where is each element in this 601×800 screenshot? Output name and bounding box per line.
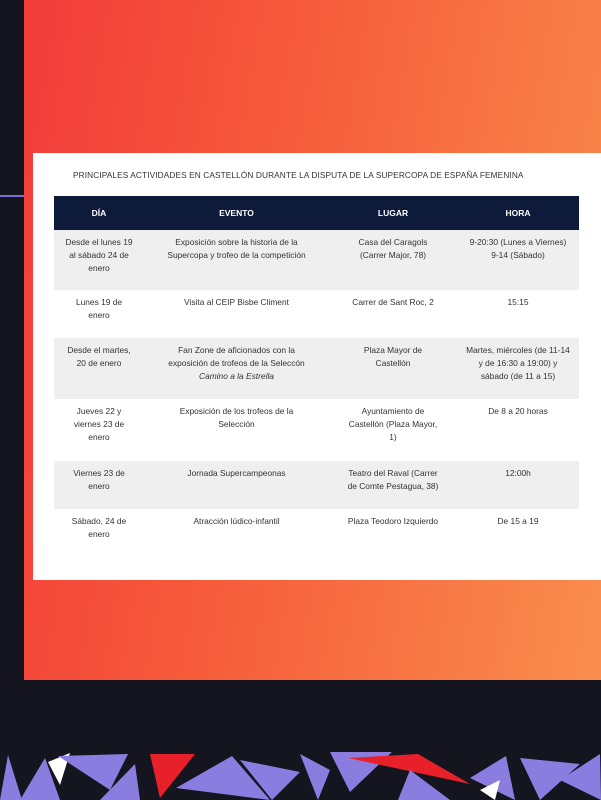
- activities-card: [33, 153, 601, 580]
- cell-hora: [457, 509, 579, 553]
- cell-line: enero: [88, 432, 110, 442]
- cell-line: Ayuntamiento de: [361, 406, 425, 416]
- cell-line: y de 16:30 a 19:00) y: [478, 358, 558, 368]
- cell-evento: [144, 290, 329, 338]
- table-body: [54, 230, 579, 553]
- cell-evento: [144, 461, 329, 509]
- cell-line: Martes, miércoles (de 11-14: [466, 345, 570, 355]
- table-row: [54, 461, 579, 509]
- cell-line: exposición de trofeos de la Seleccón: [168, 358, 305, 368]
- cell-line: sábado (de 11 a 15): [480, 371, 556, 381]
- cell-italic-line: Camino a la Estrella: [199, 371, 274, 381]
- header-hora: HORA: [457, 196, 579, 230]
- cell-line: Visita al CEIP Bisbe Climent: [184, 297, 289, 307]
- cell-line: al sábado 24 de: [69, 250, 129, 260]
- table-title: PRINCIPALES ACTIVIDADES EN CASTELLÓN DURANTE LA DISPUTA DE LA SUPERCOPA DE ESPAÑA FEMENINA: [73, 170, 524, 180]
- triangle-shape: [150, 754, 195, 798]
- cell-dia: [54, 230, 144, 290]
- cell-line: 15:15: [507, 297, 529, 307]
- cell-hora: [457, 338, 579, 399]
- table-row: [54, 509, 579, 553]
- table-row: [54, 399, 579, 461]
- cell-line: enero: [88, 310, 110, 320]
- decorative-triangle-band: [0, 750, 601, 800]
- cell-line: Fan Zone de aficionados con la: [178, 345, 295, 355]
- cell-lugar: [329, 230, 457, 290]
- cell-line: Plaza Mayor de: [363, 345, 423, 355]
- cell-line: De 15 a 19: [497, 516, 539, 526]
- cell-lugar: [329, 399, 457, 461]
- cell-lugar: [329, 461, 457, 509]
- cell-line: de Comte Pestagua, 38): [347, 481, 439, 491]
- cell-line: Desde el martes,: [67, 345, 131, 355]
- cell-evento: [144, 230, 329, 290]
- header-dia: DÍA: [54, 196, 144, 230]
- cell-line: Jornada Supercampeonas: [187, 468, 286, 478]
- table-header-row: [54, 196, 579, 230]
- table-row: [54, 230, 579, 290]
- cell-line: Jueves 22 y: [76, 406, 122, 416]
- triangle-shape: [560, 754, 601, 800]
- cell-hora: [457, 399, 579, 461]
- cell-line: Castellón (Plaza Mayor,: [348, 419, 438, 429]
- cell-line: (Carrer Major, 78): [359, 250, 427, 260]
- cell-lugar: [329, 509, 457, 553]
- cell-hora: [457, 290, 579, 338]
- cell-line: Plaza Teodoro Izquierdo: [347, 516, 439, 526]
- cell-dia: [54, 461, 144, 509]
- cell-line: Desde el lunes 19: [65, 237, 133, 247]
- cell-line: Teatro del Raval (Carrer: [348, 468, 438, 478]
- header-lugar: LUGAR: [329, 196, 457, 230]
- cell-line: 9-20:30 (Lunes a Viernes): [469, 237, 567, 247]
- cell-line: 9-14 (Sábado): [491, 250, 545, 260]
- cell-line: 1): [389, 432, 397, 442]
- cell-dia: [54, 399, 144, 461]
- left-dark-strip: [0, 0, 24, 680]
- cell-line: Sábado, 24 de: [71, 516, 127, 526]
- cell-line: Castellón: [375, 358, 411, 368]
- left-accent-line: [0, 195, 24, 197]
- cell-line: viernes 23 de: [73, 419, 125, 429]
- cell-evento: [144, 399, 329, 461]
- cell-line: Carrer de Sant Roc, 2: [352, 297, 434, 307]
- cell-line: Lunes 19 de: [75, 297, 123, 307]
- cell-dia: [54, 509, 144, 553]
- cell-lugar: [329, 338, 457, 399]
- table-row: [54, 290, 579, 338]
- cell-line: Viernes 23 de: [73, 468, 125, 478]
- table-row: [54, 338, 579, 399]
- cell-line: Atracción lúdico-infantil: [193, 516, 280, 526]
- cell-line: Casa del Caragols: [358, 237, 428, 247]
- cell-line: enero: [88, 529, 110, 539]
- cell-evento: [144, 338, 329, 399]
- cell-line: enero: [88, 481, 110, 491]
- cell-line: Exposición de los trofeos de la: [179, 406, 294, 416]
- cell-evento: [144, 509, 329, 553]
- cell-line: enero: [88, 263, 110, 273]
- activities-table: [54, 196, 579, 553]
- header-evento: EVENTO: [144, 196, 329, 230]
- cell-line: De 8 a 20 horas: [488, 406, 548, 416]
- cell-line: Selección: [218, 419, 255, 429]
- cell-line: 12:00h: [505, 468, 531, 478]
- cell-line: Exposición sobre la historia de la: [175, 237, 298, 247]
- triangle-shape: [300, 754, 330, 800]
- cell-line: 20 de enero: [76, 358, 122, 368]
- cell-dia: [54, 290, 144, 338]
- cell-lugar: [329, 290, 457, 338]
- cell-dia: [54, 338, 144, 399]
- cell-hora: [457, 461, 579, 509]
- triangle-shape: [0, 755, 22, 800]
- cell-line: Supercopa y trofeo de la competición: [167, 250, 306, 260]
- cell-hora: [457, 230, 579, 290]
